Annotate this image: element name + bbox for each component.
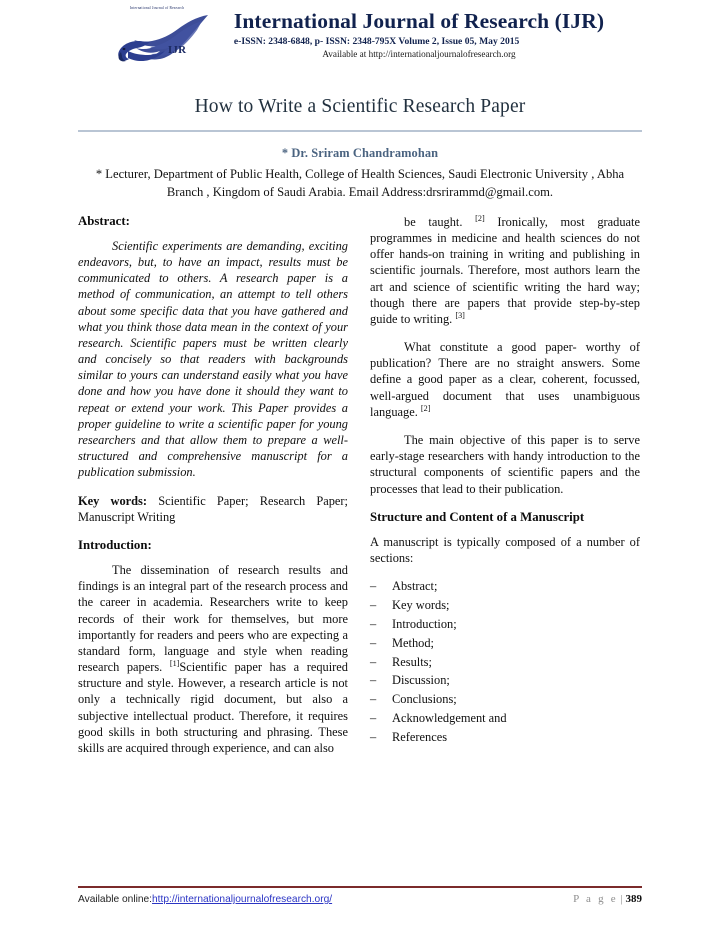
left-column bbox=[78, 214, 348, 756]
page-number-block bbox=[573, 893, 642, 905]
list-item bbox=[370, 671, 640, 690]
page-separator: | bbox=[617, 893, 626, 905]
title-divider bbox=[78, 130, 642, 132]
list-item bbox=[370, 577, 640, 596]
citation-ref-2: [2] bbox=[475, 213, 485, 223]
list-dash-icon: – bbox=[370, 692, 377, 707]
footer-available-label: Available online: bbox=[78, 894, 153, 905]
list-item-label: Method; bbox=[392, 635, 434, 650]
masthead-text-block bbox=[234, 4, 604, 59]
list-dash-icon: – bbox=[370, 579, 377, 594]
list-dash-icon: – bbox=[370, 711, 377, 726]
citation-ref-1: [1] bbox=[169, 658, 180, 668]
list-item bbox=[370, 615, 640, 634]
page-number: 389 bbox=[625, 893, 642, 905]
list-dash-icon: – bbox=[370, 673, 377, 688]
journal-title: International Journal of Research (IJR) bbox=[233, 9, 605, 33]
list-item-label: Acknowledgement and bbox=[392, 711, 507, 726]
body-columns bbox=[78, 214, 642, 756]
page-footer bbox=[78, 886, 642, 905]
author-name: * Dr. Sriram Chandramohan bbox=[281, 146, 439, 160]
author-affiliation: * Lecturer, Department of Public Health, College of Health Sciences, Saudi Electronic University , Abha Branch , Kingdom of Saudi Arabia. Email Address:drsrirammd@gmail.com. bbox=[95, 167, 625, 199]
footer-divider bbox=[78, 886, 642, 888]
list-item-label: Results; bbox=[392, 654, 432, 669]
journal-issn-line: e-ISSN: 2348-6848, p- ISSN: 2348-795X Volume 2, Issue 05, May 2015 bbox=[233, 35, 520, 47]
pegasus-logo-icon bbox=[116, 11, 234, 65]
byline-block bbox=[78, 146, 642, 202]
structure-intro-paragraph: A manuscript is typically composed of a number of sections: bbox=[370, 534, 640, 565]
abstract-heading: Abstract: bbox=[78, 213, 130, 228]
list-dash-icon: – bbox=[370, 635, 377, 650]
logo-caption-text: International Journal of Research bbox=[129, 6, 185, 10]
keywords-value: Scientific Paper; Research Paper; Manuscript Writing bbox=[78, 493, 348, 524]
list-item-label: Abstract; bbox=[392, 579, 438, 594]
article-title: How to Write a Scientific Research Paper bbox=[194, 96, 526, 117]
list-dash-icon: – bbox=[370, 616, 377, 631]
list-item-label: Discussion; bbox=[392, 673, 450, 688]
right-p1-part1: be taught. bbox=[404, 214, 476, 229]
list-item-label: Conclusions; bbox=[392, 692, 457, 707]
citation-ref-4: [2] bbox=[420, 403, 431, 413]
list-dash-icon: – bbox=[370, 597, 377, 612]
list-item bbox=[370, 596, 640, 615]
manuscript-sections-list bbox=[370, 577, 640, 747]
list-item-label: Introduction; bbox=[392, 616, 457, 631]
journal-logo bbox=[116, 4, 234, 68]
page-label: P a g e bbox=[573, 893, 618, 905]
right-paragraph-2 bbox=[370, 339, 640, 420]
right-paragraph-1 bbox=[370, 214, 640, 327]
list-dash-icon: – bbox=[370, 654, 377, 669]
list-item bbox=[370, 690, 640, 709]
list-item bbox=[370, 653, 640, 672]
list-item-label: Key words; bbox=[392, 597, 450, 612]
list-item bbox=[370, 709, 640, 728]
journal-available-line: Available at http://internationaljournalofresearch.org bbox=[322, 48, 516, 59]
journal-masthead bbox=[78, 0, 642, 82]
list-item bbox=[370, 634, 640, 653]
abstract-text: Scientific experiments are demanding, exciting endeavors, but, to have an impact, results must be communicated to others. A research paper is a method of communication, an attempt to tell others about some specific data that you have gathered and what you think those data mean in the context of your research. Scientific papers must be written clearly and concisely so that readers with backgrounds similar to yours can understand easily what you have done and how you have done it should they want to repeat or extend your work. This Paper provides a proper guideline to write a scientific paper for young researchers and that allow them to prepare a well-structured and comprehensive manuscript for a publication submission. bbox=[78, 238, 348, 480]
citation-ref-3: [3] bbox=[455, 310, 465, 320]
keywords-paragraph bbox=[78, 493, 348, 525]
introduction-paragraph bbox=[78, 562, 348, 756]
right-paragraph-3: The main objective of this paper is to serve early-stage researchers with handy introduction to the structural components of scientific papers and the processes that lead to their publication. bbox=[370, 433, 640, 496]
list-item bbox=[370, 728, 640, 747]
journal-url-link[interactable]: http://internationaljournalofresearch.org/ bbox=[152, 894, 333, 905]
right-p2-part1: What constitute a good paper- worthy of publication? There are no straight answers. Some define a good paper as a clear, coherent, focussed, well-argued document that uses unambiguous language. bbox=[370, 340, 640, 419]
keywords-label: Key words: bbox=[78, 493, 148, 508]
logo-mark-text: IJR bbox=[167, 44, 187, 56]
introduction-heading: Introduction: bbox=[78, 537, 152, 552]
right-p1-part2: Ironically, most graduate programmes in medicine and health sciences do not offer hands-on training in writing and publishing in scientific journals. Therefore, most authors learn the art and science of scientific writing the hard way; though there are papers that provide step-by-step guide to writing. bbox=[370, 214, 640, 326]
structure-section-heading: Structure and Content of a Manuscript bbox=[370, 509, 585, 524]
right-column bbox=[370, 214, 640, 756]
intro-text-part2: Scientific paper has a required structure and style. However, a research article is not only a technically rigid document, but also a subjective intellectual product. Therefore, it requires good skills in both structuring and phrasing. These skills are acquired through experience, and can also bbox=[78, 660, 348, 755]
intro-text-part1: The dissemination of research results and findings is an integral part of the research process and the career in academia. Researchers write to keep records of their work for themselves, but more importantly for readers and peers who are expecting a standard form, language and style when reading research papers. bbox=[78, 562, 348, 675]
list-dash-icon: – bbox=[370, 729, 377, 744]
footer-availability bbox=[78, 894, 332, 905]
list-item-label: References bbox=[392, 729, 448, 744]
